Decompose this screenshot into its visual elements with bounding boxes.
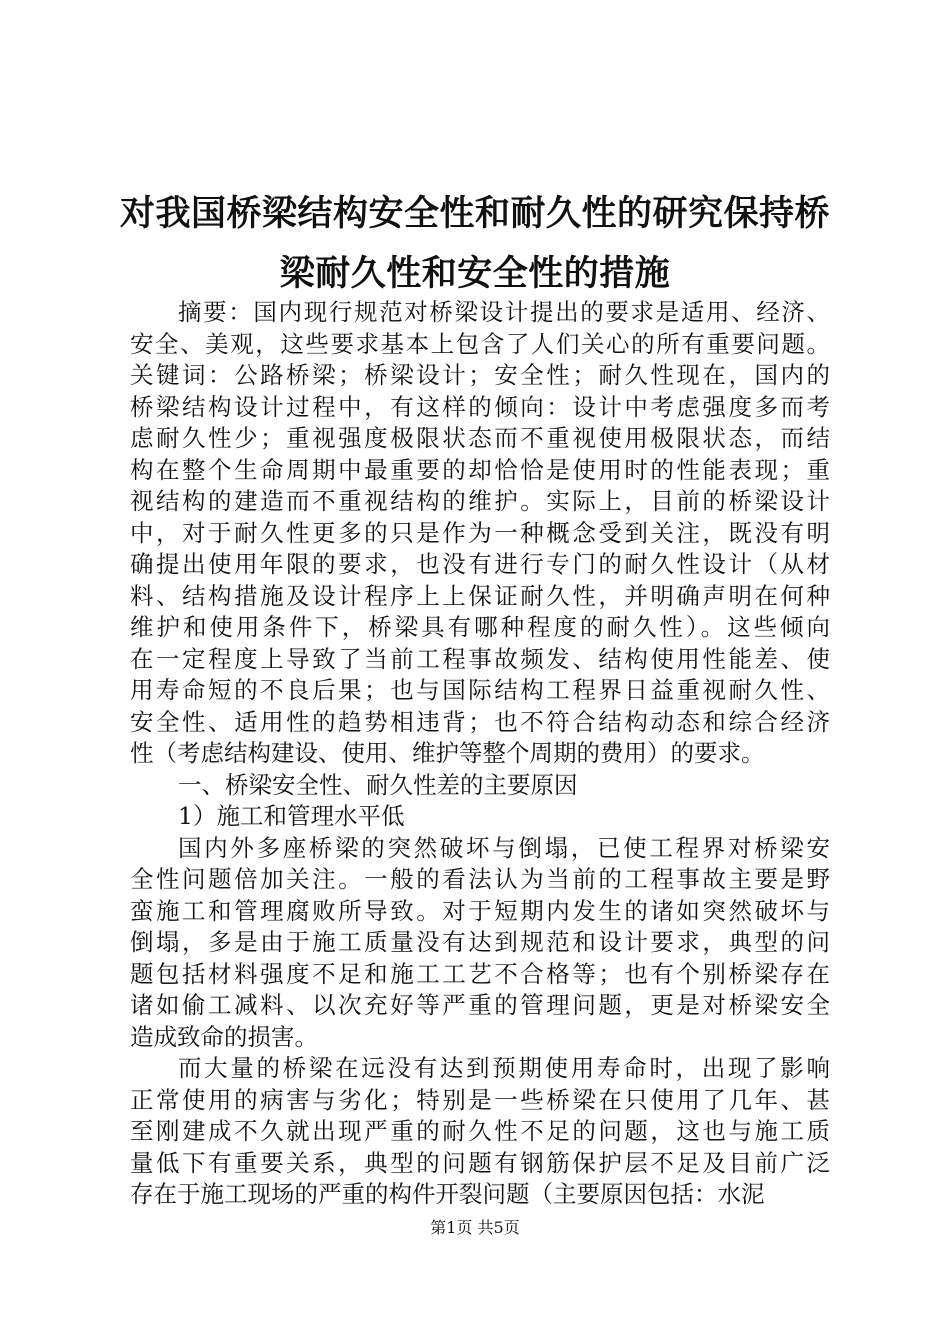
paragraph-line: 题包括材料强度不足和施工工艺不合格等；也有个别桥梁存在 xyxy=(130,959,830,988)
paragraph-line: 存在于施工现场的严重的构件开裂问题（主要原因包括：水泥 xyxy=(130,1180,765,1208)
paragraph-line: 正常使用的病害与劣化；特别是一些桥梁在只使用了几年、甚 xyxy=(130,1085,830,1114)
paragraph-line: 而大量的桥梁在远没有达到预期使用寿命时，出现了影响 xyxy=(178,1054,830,1082)
paragraph-line: 一、桥梁安全性、耐久性差的主要原因 xyxy=(178,770,578,799)
paragraph-line: 全性问题倍加关注。一般的看法认为当前的工程事故主要是野 xyxy=(130,865,830,893)
paragraph-line: 在一定程度上导致了当前工程事故频发、结构使用性能差、使 xyxy=(130,644,830,673)
paragraph-line: 虑耐久性少；重视强度极限状态而不重视使用极限状态，而结 xyxy=(130,424,830,452)
paragraph-line: 倒塌，多是由于施工质量没有达到规范和设计要求，典型的问 xyxy=(130,928,830,956)
page-footer: 第1页 共5页 xyxy=(430,1218,520,1237)
paragraph-line: 诸如偷工减料、以次充好等严重的管理问题，更是对桥梁安全 xyxy=(130,991,830,1019)
paragraph-line: 国内外多座桥梁的突然破坏与倒塌，已使工程界对桥梁安 xyxy=(178,833,830,862)
paragraph-line: 确提出使用年限的要求，也没有进行专门的耐久性设计（从材 xyxy=(130,550,830,578)
document-title-line-1: 对我国桥梁结构安全性和耐久性的研究保持桥 xyxy=(119,193,830,234)
paragraph-line: 摘要：国内现行规范对桥梁设计提出的要求是适用、经济、 xyxy=(178,298,830,326)
paragraph-line: 量低下有重要关系，典型的问题有钢筋保护层不足及目前广泛 xyxy=(130,1148,830,1177)
paragraph-line: 安全性、适用性的趋势相违背；也不符合结构动态和综合经济 xyxy=(130,707,830,736)
paragraph-line: 构在整个生命周期中最重要的却恰恰是使用时的性能表现；重 xyxy=(130,455,830,484)
paragraph-line: 至刚建成不久就出现严重的耐久性不足的问题，这也与施工质 xyxy=(130,1117,830,1145)
paragraph-line: 性（考虑结构建设、使用、维护等整个周期的费用）的要求。 xyxy=(130,739,765,767)
paragraph-line: 关键词：公路桥梁；桥梁设计；安全性；耐久性现在，国内的 xyxy=(130,361,830,389)
paragraph-line: 1）施工和管理水平低 xyxy=(178,802,405,830)
paragraph-line: 用寿命短的不良后果；也与国际结构工程界日益重视耐久性、 xyxy=(130,676,830,704)
paragraph-line: 维护和使用条件下，桥梁具有哪种程度的耐久性）。这些倾向 xyxy=(130,613,830,641)
paragraph-line: 安全、美观，这些要求基本上包含了人们关心的所有重要问题。 xyxy=(130,329,830,358)
paragraph-line: 视结构的建造而不重视结构的维护。实际上，目前的桥梁设计 xyxy=(130,487,830,515)
paragraph-line: 蛮施工和管理腐败所导致。对于短期内发生的诸如突然破坏与 xyxy=(130,896,830,925)
document-title-line-2: 梁耐久性和安全性的措施 xyxy=(279,253,671,294)
paragraph-line: 桥梁结构设计过程中，有这样的倾向：设计中考虑强度多而考 xyxy=(130,392,830,421)
paragraph-line: 造成致命的损害。 xyxy=(130,1022,318,1051)
document-body xyxy=(130,297,830,1211)
paragraph-line: 料、结构措施及设计程序上上保证耐久性，并明确声明在何种 xyxy=(130,581,830,610)
paragraph-line: 中，对于耐久性更多的只是作为一种概念受到关注，既没有明 xyxy=(130,518,830,547)
